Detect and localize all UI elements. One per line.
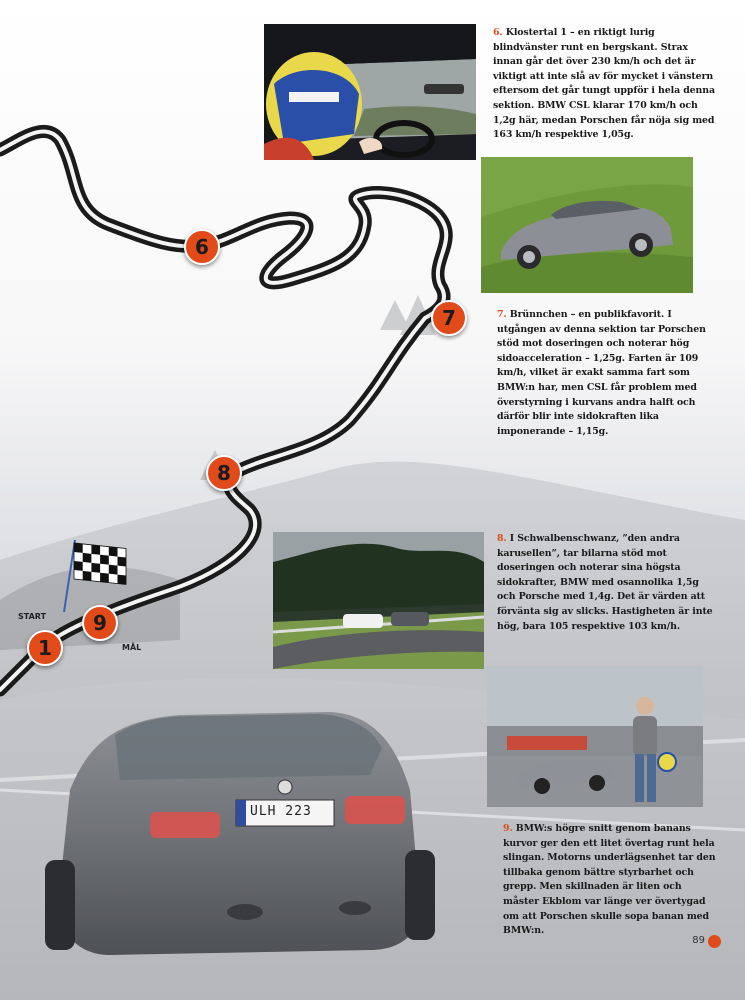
page-number: 89 xyxy=(692,935,705,946)
track-marker-1: 1 xyxy=(27,630,63,666)
photo-driver-pit xyxy=(487,666,703,807)
caption-6: 6. Klostertal 1 – en riktigt lurig blindvänster runt en bergskant. Strax innan går det över 230 km/h och det är viktigt att inte slå av för mycket i vänstern eftersom det går tungt uppför i hela denna sektion. BMW CSL klarar 170 km/h och 1,2g här, medan Porschen får nöja sig med 163 km/h respektive 1,05g. xyxy=(493,27,715,141)
license-plate: ULH 223 xyxy=(250,804,312,819)
start-label: START xyxy=(18,612,47,621)
track-marker-8: 8 xyxy=(206,455,242,491)
photo-bmw-hill xyxy=(481,157,693,293)
caption-9: 9. BMW:s högre snitt genom banans kurvor ger den ett litet övertag runt hela slingan. Motorns underlägsenhet tar den tillbaka genom bättre styrbarhet och grepp. Men skillnaden är liten och måster Ekblom var länge ver övertygad om att Porschen skulle sopa banan med BMW:n. xyxy=(503,823,716,937)
caption-8: 8. I Schwalbenschwanz, ”den andra karusellen”, tar bilarna stöd mot doseringen och noterar sina högsta sidokrafter, BMW med osannolika 1,5g och Porsche med 1,4g. Det är värden att förvänta sig av slicks. Hastigheten är inte hög, bara 105 respektive 103 km/h. xyxy=(497,533,713,632)
photo-cockpit xyxy=(264,24,476,160)
track-marker-7: 7 xyxy=(431,300,467,336)
next-page-arrow-icon xyxy=(708,935,721,948)
finish-label: MÅL xyxy=(122,643,142,652)
checkered-flag-icon xyxy=(64,540,126,612)
photo-schwalbenschwanz xyxy=(273,532,484,669)
track-marker-6: 6 xyxy=(184,229,220,265)
caption-7: 7. Brünnchen – en publikfavorit. I utgången av denna sektion tar Porschen stöd mot doseringen och noterar hög sidoacceleration – 1,25g. Farten är 109 km/h, vilket är exakt samma fart som BMW:n har, men CSL får problem med överstyrning i kurvans andra halft och därför blir inte sidokraften lika imponerande – 1,15g. xyxy=(497,309,706,437)
track-marker-9: 9 xyxy=(82,605,118,641)
